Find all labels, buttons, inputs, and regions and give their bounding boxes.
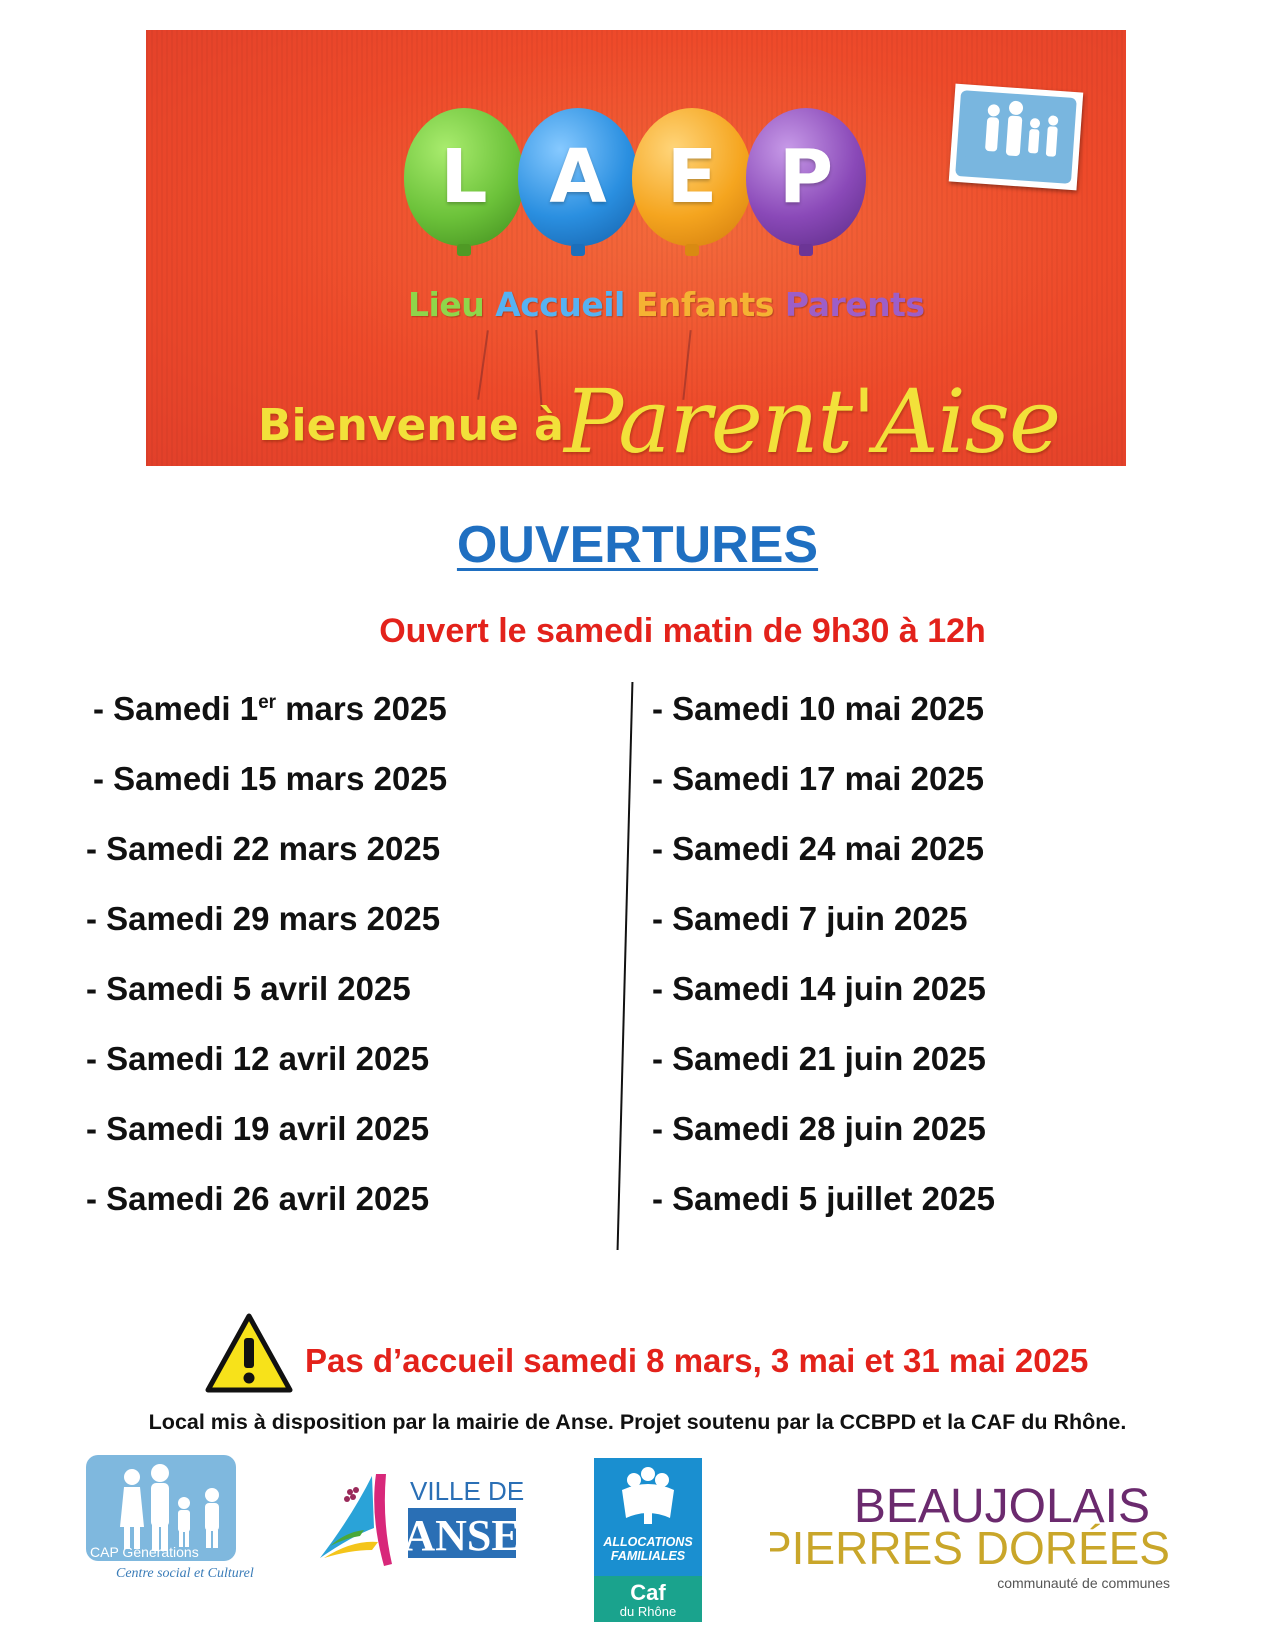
warning-icon bbox=[204, 1312, 294, 1399]
column-divider bbox=[617, 682, 634, 1250]
ville-de-anse-logo bbox=[312, 1466, 532, 1576]
date-left-5: - Samedi 5 avril 2025 bbox=[86, 970, 411, 1007]
banner-welcome: Bienvenue à bbox=[258, 400, 564, 451]
opening-hours: Ouvert le samedi matin de 9h30 à 12h bbox=[379, 612, 986, 650]
balloon-knot bbox=[457, 244, 471, 256]
anse-logo-line1: VILLE DE bbox=[410, 1476, 525, 1506]
date-left-4: - Samedi 29 mars 2025 bbox=[86, 900, 441, 937]
bpd-logo-line3: communauté de communes bbox=[997, 1575, 1170, 1591]
banner-tagline: Lieu Accueil Enfants Parents bbox=[408, 285, 925, 324]
balloon-knot bbox=[571, 244, 585, 256]
caf-logo-line4: du Rhône bbox=[619, 1604, 677, 1619]
date-left-3: - Samedi 22 mars 2025 bbox=[86, 830, 441, 867]
cap-logo-subtitle: Centre social et Culturel bbox=[116, 1566, 254, 1581]
caf-rhone-logo bbox=[594, 1458, 702, 1622]
date-left-7: - Samedi 19 avril 2025 bbox=[86, 1110, 430, 1147]
balloon-l: L bbox=[404, 108, 524, 246]
date-right-1: - Samedi 10 mai 2025 bbox=[652, 690, 985, 727]
date-left-2: - Samedi 15 mars 2025 bbox=[93, 760, 448, 797]
footer-note: Local mis à disposition par la mairie de Anse. Projet soutenu par la CCBPD et la CAF du Rhône. bbox=[148, 1410, 1127, 1434]
balloon-knot bbox=[799, 244, 813, 256]
date-right-5: - Samedi 14 juin 2025 bbox=[652, 970, 986, 1007]
banner-parentaise: Parent'Aise bbox=[564, 370, 1061, 466]
anse-logo-line2: ANSE bbox=[403, 1511, 521, 1560]
balloon-a: A bbox=[518, 108, 638, 246]
date-right-3: - Samedi 24 mai 2025 bbox=[652, 830, 985, 867]
balloon-knot bbox=[685, 244, 699, 256]
balloon-p: P bbox=[746, 108, 866, 246]
date-right-6: - Samedi 21 juin 2025 bbox=[652, 1040, 986, 1077]
bpd-logo-line2: PIERRES DORÉES bbox=[770, 1522, 1170, 1574]
date-right-2: - Samedi 17 mai 2025 bbox=[652, 760, 985, 797]
cap-logo-name: CAP Générations bbox=[90, 1544, 199, 1560]
date-left-1: - Samedi 1er mars 2025 bbox=[93, 690, 447, 727]
cap-generations-logo bbox=[86, 1455, 276, 1585]
balloon-string bbox=[477, 330, 489, 400]
laep-banner bbox=[146, 30, 1126, 466]
caf-logo-line1: ALLOCATIONS bbox=[603, 1535, 693, 1549]
beaujolais-pierres-dorees-logo bbox=[770, 1476, 1190, 1596]
date-right-8: - Samedi 5 juillet 2025 bbox=[652, 1180, 995, 1217]
caf-logo-line2: FAMILIALES bbox=[610, 1549, 686, 1563]
bpd-logo-line1: BEAUJOLAIS bbox=[853, 1480, 1150, 1533]
date-right-4: - Samedi 7 juin 2025 bbox=[652, 900, 968, 937]
date-left-6: - Samedi 12 avril 2025 bbox=[86, 1040, 430, 1077]
page-title: OUVERTURES bbox=[456, 516, 819, 574]
cap-generations-mini-logo bbox=[949, 84, 1084, 191]
balloon-e: E bbox=[632, 108, 752, 246]
date-right-7: - Samedi 28 juin 2025 bbox=[652, 1110, 986, 1147]
date-left-8: - Samedi 26 avril 2025 bbox=[86, 1180, 430, 1217]
closure-warning: Pas d’accueil samedi 8 mars, 3 mai et 31 mai 2025 bbox=[305, 1342, 1089, 1379]
balloon-string bbox=[535, 330, 543, 410]
caf-logo-line3: Caf bbox=[630, 1580, 666, 1605]
